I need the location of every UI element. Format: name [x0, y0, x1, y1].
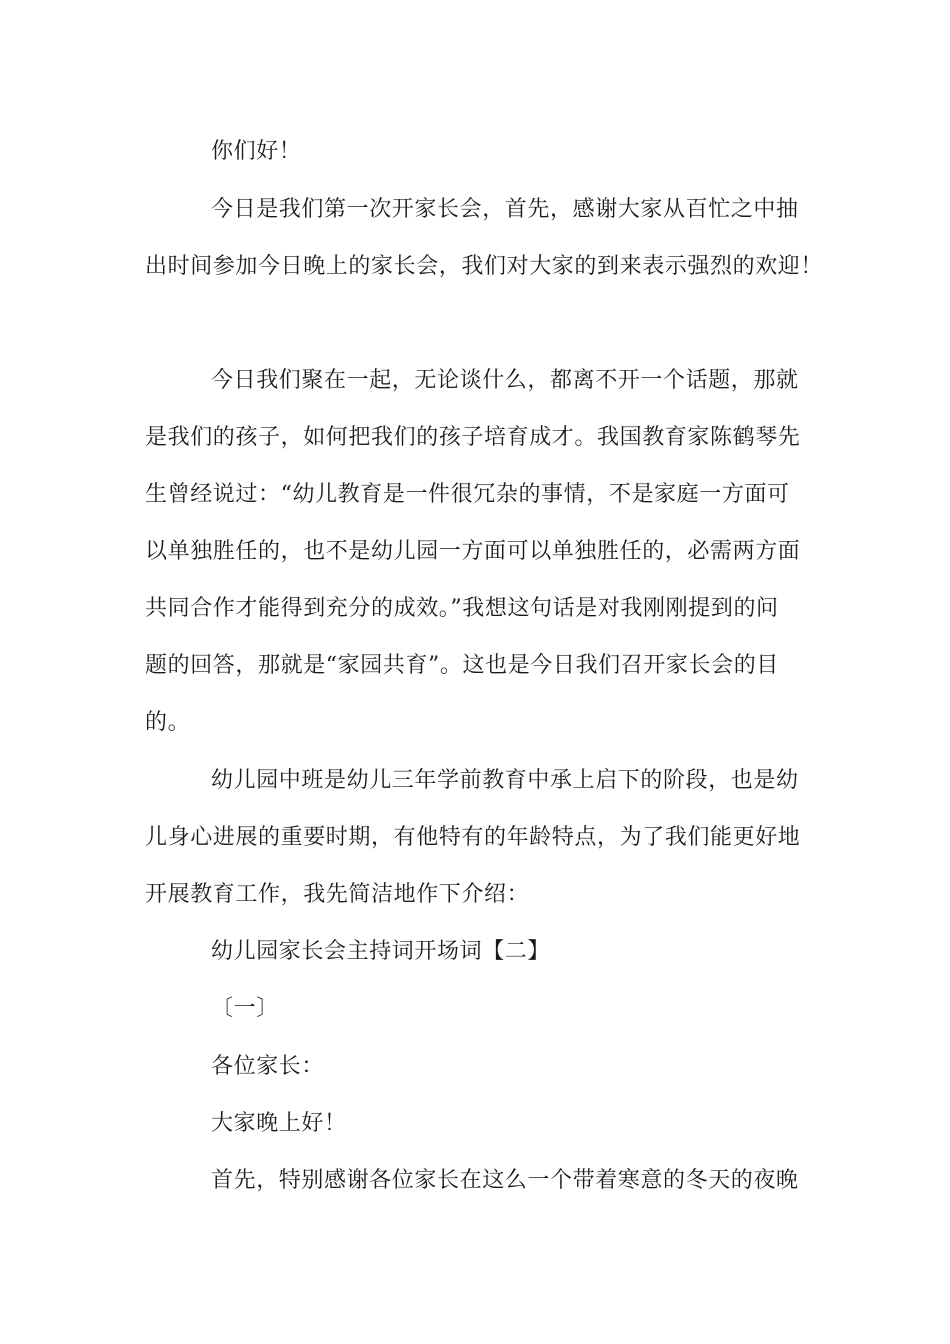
evening-greeting-line: 大家晚上好！	[211, 1111, 347, 1136]
subsection-number: 〔一〕	[211, 996, 279, 1021]
paragraph-3-line-2: 儿身心进展的重要时期，有他特有的年龄特点，为了我们能更好地	[145, 825, 801, 850]
paragraph-2-line-6: 题的回答，那就是“家园共育”。这也是今日我们召开家长会的目	[145, 653, 779, 678]
paragraph-2-line-7: 的。	[145, 710, 191, 735]
paragraph-2-line-2: 是我们的孩子，如何把我们的孩子培育成才。我国教育家陈鹤琴先	[145, 425, 801, 450]
section-heading: 幼儿园家长会主持词开场词【二】	[211, 939, 551, 964]
paragraph-2-line-3: 生曾经说过：“幼儿教育是一件很冗杂的事情，不是家庭一方面可	[145, 482, 790, 507]
salutation-line: 各位家长：	[211, 1054, 325, 1079]
paragraph-2-line-1: 今日我们聚在一起，无论谈什么，都离不开一个话题，那就	[211, 368, 799, 393]
paragraph-3-line-1: 幼儿园中班是幼儿三年学前教育中承上启下的阶段，也是幼	[211, 768, 799, 793]
paragraph-3-line-3: 开展教育工作，我先简洁地作下介绍：	[145, 882, 530, 907]
paragraph-1-line-2: 出时间参加今日晚上的家长会，我们对大家的到来表示强烈的欢迎！	[145, 254, 824, 279]
paragraph-2-line-5: 共同合作才能得到充分的成效。”我想这句话是对我刚刚提到的问	[145, 596, 779, 621]
greeting-line: 你们好！	[211, 139, 302, 164]
paragraph-4-line-1: 首先，特别感谢各位家长在这么一个带着寒意的冬天的夜晚	[211, 1168, 799, 1193]
paragraph-1-line-1: 今日是我们第一次开家长会，首先，感谢大家从百忙之中抽	[211, 197, 799, 222]
paragraph-2-line-4: 以单独胜任的，也不是幼儿园一方面可以单独胜任的，必需两方面	[145, 539, 801, 564]
